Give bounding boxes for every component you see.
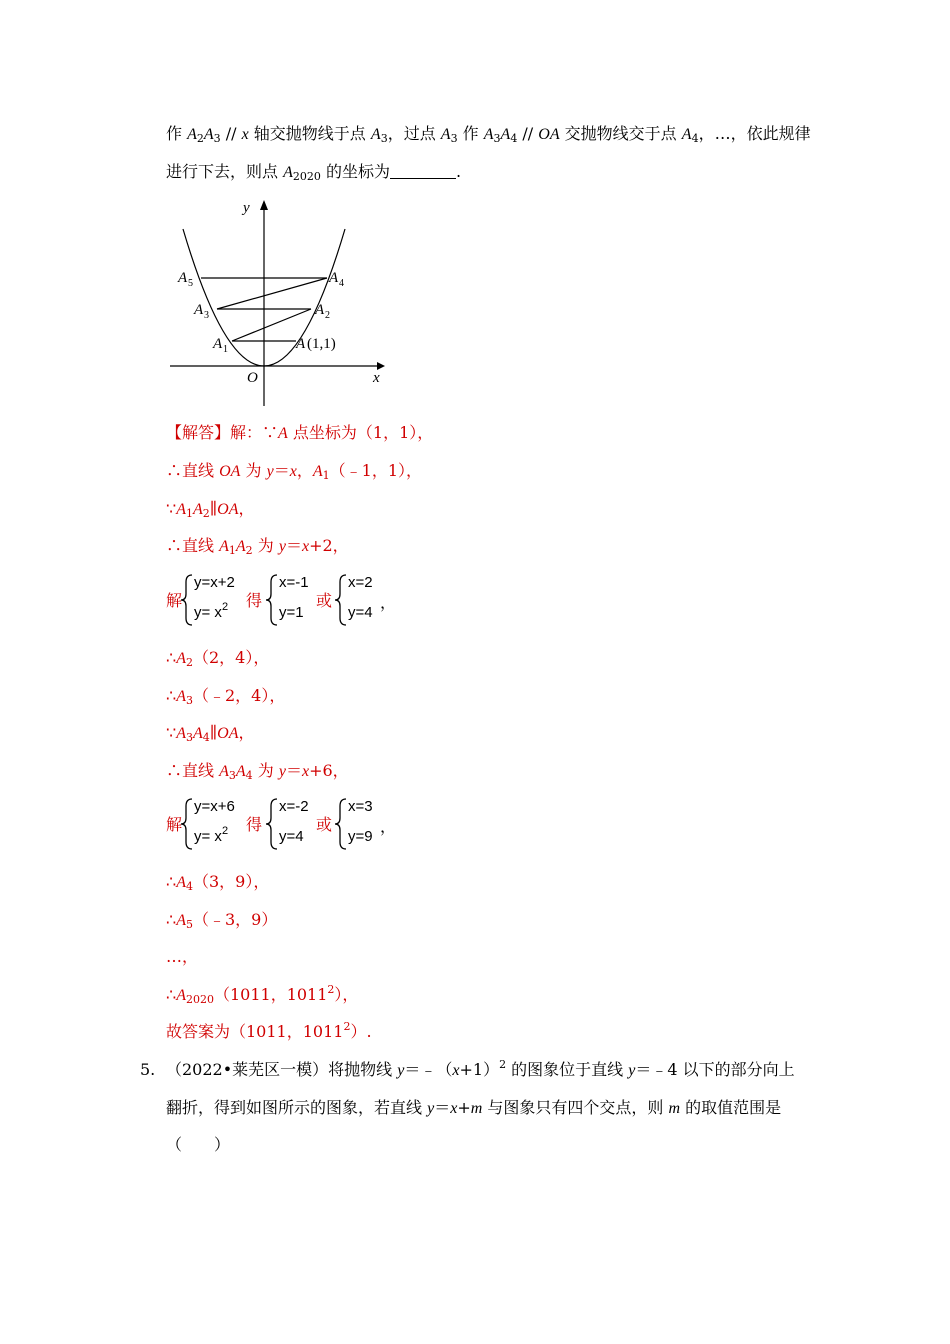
segment-a3-a4 <box>217 278 327 309</box>
label-a2: A <box>315 302 325 318</box>
label-a3: A <box>194 302 204 318</box>
label-a4: A <box>329 270 339 286</box>
brace-5 <box>266 799 277 849</box>
label-a-coord: (1,1) <box>307 336 336 352</box>
eq1-row-2: $y= x^2$ <box>194 601 229 621</box>
solution-line-1: 【解答】解：∵A 点坐标为（1，1）， <box>166 423 434 442</box>
label-a4-sub: 4 <box>339 278 344 289</box>
label-a: A <box>296 336 306 352</box>
label-a5: A <box>178 270 188 286</box>
label-a1-sub: 1 <box>223 344 228 355</box>
next-problem-line-1: （2022•莱芜区一模）将抛物线 $y=﹣(x+1)^2$ 的图象位于直线 y＝﹣4 以下的部分向上 <box>166 1058 795 1079</box>
equation-system-2: 解 y=x+6 $y= x^2$ 得 x=-2 y=4 或 x=3 y=9 ， <box>166 796 406 852</box>
solution-line-5: $\therefore A_2(2$，4）， <box>166 648 270 669</box>
solution-line-8: ∴直线 $A_3A_4$ 为 y＝x+6， <box>166 761 349 782</box>
label-a5-sub: 5 <box>188 278 193 289</box>
label-a2-sub: 2 <box>325 310 330 321</box>
brace-4 <box>181 799 192 849</box>
y-axis-label: y <box>243 200 250 216</box>
y-axis-arrow <box>260 200 268 210</box>
question-number: 5. <box>140 1060 156 1079</box>
label-a3-sub: 3 <box>204 310 209 321</box>
problem-line-2: 进行下去，则点 $A_{2020}$ 的坐标为 . <box>166 162 462 183</box>
solution-line-11: …， <box>166 947 199 966</box>
brace-2 <box>266 575 277 625</box>
origin-label: O <box>247 370 258 386</box>
solution-line-4: ∴直线 $A_1A_2$ 为 y＝x+2， <box>166 536 349 557</box>
solution-line-9: $\therefore A_4(3$，9）， <box>166 872 270 893</box>
next-problem-line-2: 翻折，得到如图所示的图象，若直线 y＝x+m 与图象只有四个交点，则 m 的取值范围是 <box>166 1098 782 1117</box>
equation-system-1: 解 y=x+2 $y= x^2$ 得 x=-1 y=1 或 x=2 y=4 ， <box>166 572 406 628</box>
solution-line-12: $\therefore A_{2020}(1011$，1011$^2$）， <box>166 983 359 1006</box>
solution-line-10: $\therefore A_5(﹣3$，9） <box>166 910 278 931</box>
solution-line-3: $\because A_1A_2\parallel OA$， <box>166 499 255 520</box>
x-axis-arrow <box>377 362 385 370</box>
brace-1 <box>181 575 192 625</box>
solution-line-7: $\because A_3A_4\parallel OA$， <box>166 723 255 744</box>
solution-line-6: $\therefore A_3(﹣2$，4）， <box>166 686 286 707</box>
eq2-row-2: $y= x^2$ <box>194 825 229 845</box>
parabola-figure <box>165 196 395 411</box>
solution-line-13: 故答案为（1011，1011$^2$）. <box>166 1020 372 1041</box>
x-axis-label: x <box>373 370 380 386</box>
solution-line-2: ∴直线 OA 为 y＝x，$A_1(﹣1$，1）， <box>166 461 423 482</box>
answer-blank <box>390 164 456 179</box>
label-a1: A <box>213 336 223 352</box>
brace-3 <box>335 575 346 625</box>
brace-6 <box>335 799 346 849</box>
problem-line-1: 作 $A_2A_3$ // x 轴交抛物线于点 $A_3$，过点 $A_3$ 作 $A_3A_4$ // OA 交抛物线交于点 $A_4$，…，依此规律 <box>166 124 811 145</box>
next-problem-line-3: （ ） <box>166 1135 231 1154</box>
